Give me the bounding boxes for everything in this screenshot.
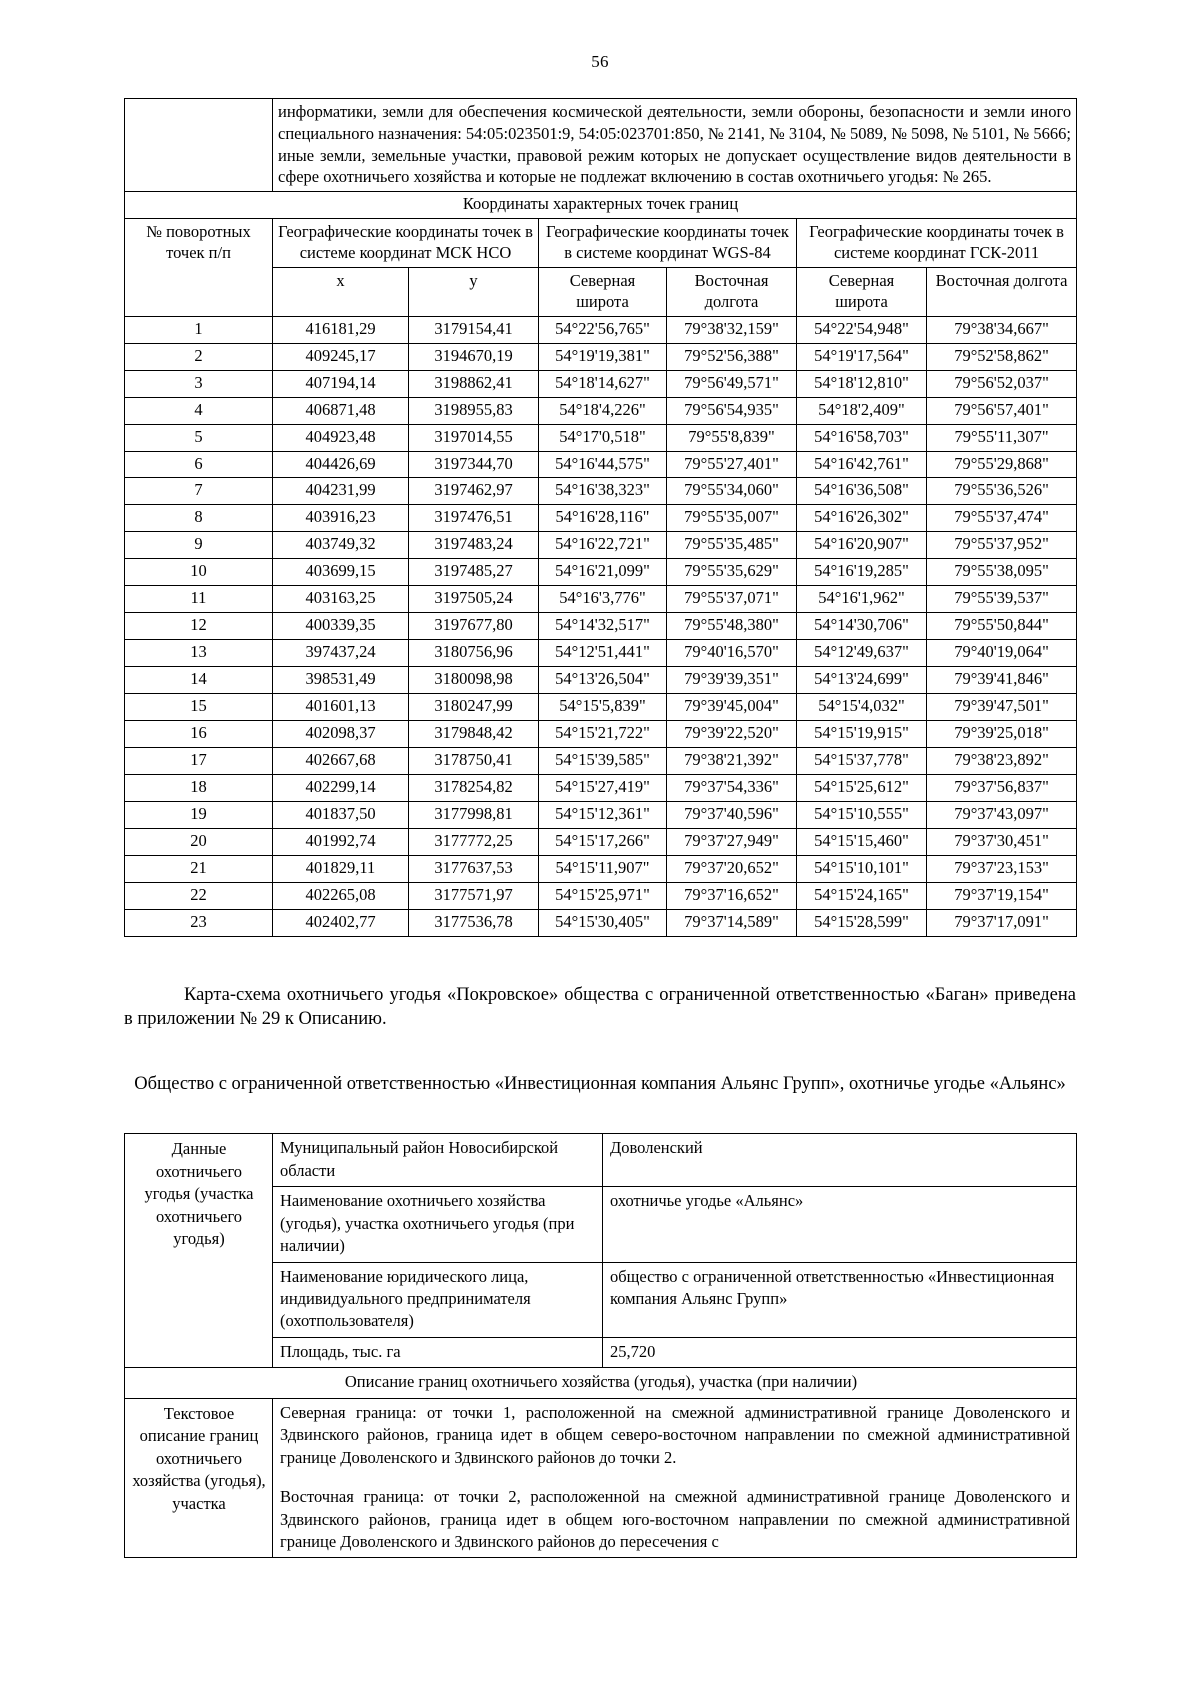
boundary-paragraph-east: Восточная граница: от точки 2, расположенной на смежной административной границе Доволенского и Здвинского районов, граница идет в общем юго-восточном направлении по смежной административной границе Доволенского и Здвинского районов до пересечения с [280,1487,1070,1551]
cell-wgs-north: 54°15'21,722" [539,721,667,748]
table-row [125,909,1077,936]
cell-wgs-north: 54°16'28,116" [539,505,667,532]
cell-point-number: 17 [125,748,273,775]
cell-wgs-east: 79°38'21,392" [667,748,797,775]
cell-gsk-north: 54°18'12,810" [797,370,927,397]
table-row [125,478,1077,505]
info-label-2: Наименование юридического лица, индивидуального предпринимателя (охотпользователя) [273,1262,603,1337]
cell-gsk-east: 79°55'37,474" [927,505,1077,532]
cell-wgs-north: 54°15'30,405" [539,909,667,936]
cell-msk-y: 3197344,70 [409,451,539,478]
cell-msk-x: 404923,48 [273,424,409,451]
cell-gsk-north: 54°15'28,599" [797,909,927,936]
cell-msk-y: 3179154,41 [409,316,539,343]
info-value-0: Доволенский [603,1134,1077,1187]
cell-gsk-east: 79°55'38,095" [927,559,1077,586]
cell-msk-x: 398531,49 [273,667,409,694]
cell-msk-y: 3177637,53 [409,855,539,882]
cell-gsk-east: 79°55'39,537" [927,586,1077,613]
table-row [125,613,1077,640]
cell-gsk-east: 79°37'17,091" [927,909,1077,936]
cell-gsk-north: 54°16'36,508" [797,478,927,505]
cell-wgs-east: 79°37'14,589" [667,909,797,936]
cell-wgs-east: 79°37'40,596" [667,801,797,828]
cell-msk-y: 3177536,78 [409,909,539,936]
cell-msk-y: 3197505,24 [409,586,539,613]
cell-msk-x: 403749,32 [273,532,409,559]
cell-wgs-east: 79°55'35,007" [667,505,797,532]
cell-msk-x: 397437,24 [273,640,409,667]
cell-gsk-north: 54°18'2,409" [797,397,927,424]
cell-gsk-north: 54°16'26,302" [797,505,927,532]
cell-point-number: 7 [125,478,273,505]
table-row [125,774,1077,801]
cell-gsk-north: 54°15'4,032" [797,694,927,721]
cell-point-number: 4 [125,397,273,424]
cell-msk-y: 3177772,25 [409,828,539,855]
cell-wgs-north: 54°16'44,575" [539,451,667,478]
cell-gsk-north: 54°15'19,915" [797,721,927,748]
table-row [125,694,1077,721]
info-value-2: общество с ограниченной ответственностью «Инвестиционная компания Альянс Групп» [603,1262,1077,1337]
cell-gsk-north: 54°15'15,460" [797,828,927,855]
intro-row [125,99,1077,192]
cell-point-number: 6 [125,451,273,478]
cell-wgs-north: 54°15'39,585" [539,748,667,775]
cell-msk-y: 3179848,42 [409,721,539,748]
table-row [125,424,1077,451]
cell-gsk-east: 79°52'58,862" [927,343,1077,370]
col-header-gsk-group: Географические координаты точек в системе координат ГСК-2011 [797,219,1077,268]
cell-point-number: 11 [125,586,273,613]
cell-point-number: 14 [125,667,273,694]
coord-group-header-row [125,219,1077,268]
cell-gsk-east: 79°40'19,064" [927,640,1077,667]
cell-msk-x: 403916,23 [273,505,409,532]
cell-gsk-east: 79°37'56,837" [927,774,1077,801]
cell-msk-y: 3197462,97 [409,478,539,505]
cell-wgs-north: 54°18'14,627" [539,370,667,397]
col-header-point-number: № поворотных точек п/п [125,219,273,317]
cell-msk-x: 406871,48 [273,397,409,424]
boundary-description-cell [273,1398,1077,1558]
cell-msk-y: 3180756,96 [409,640,539,667]
table-row [125,855,1077,882]
cell-wgs-east: 79°39'39,351" [667,667,797,694]
cell-msk-y: 3198955,83 [409,397,539,424]
cell-wgs-north: 54°17'0,518" [539,424,667,451]
cell-msk-y: 3197014,55 [409,424,539,451]
coord-caption-row [125,192,1077,219]
cell-wgs-east: 79°37'16,652" [667,882,797,909]
cell-point-number: 10 [125,559,273,586]
cell-msk-y: 3197677,80 [409,613,539,640]
cell-wgs-north: 54°16'21,099" [539,559,667,586]
hunting-ground-info-table [124,1133,1077,1558]
table-row [125,532,1077,559]
col-header-gsk-north: Северная широта [797,267,927,316]
cell-point-number: 2 [125,343,273,370]
cell-point-number: 22 [125,882,273,909]
cell-wgs-east: 79°37'54,336" [667,774,797,801]
cell-wgs-east: 79°55'35,485" [667,532,797,559]
cell-gsk-north: 54°13'24,699" [797,667,927,694]
cell-msk-y: 3194670,19 [409,343,539,370]
cell-wgs-north: 54°13'26,504" [539,667,667,694]
cell-point-number: 16 [125,721,273,748]
cell-gsk-north: 54°16'20,907" [797,532,927,559]
cell-gsk-north: 54°15'24,165" [797,882,927,909]
spacer-before-heading [124,1032,1076,1072]
cell-gsk-east: 79°38'23,892" [927,748,1077,775]
spacer-before-info-table [124,1097,1076,1133]
table-row [125,343,1077,370]
table-row [125,586,1077,613]
cell-msk-x: 404231,99 [273,478,409,505]
cell-msk-y: 3177571,97 [409,882,539,909]
cell-gsk-east: 79°39'41,846" [927,667,1077,694]
info-label-3: Площадь, тыс. га [273,1337,603,1367]
cell-gsk-east: 79°37'43,097" [927,801,1077,828]
cell-wgs-east: 79°55'8,839" [667,424,797,451]
table-row [125,667,1077,694]
cell-msk-x: 403699,15 [273,559,409,586]
cell-gsk-east: 79°56'52,037" [927,370,1077,397]
spacer-after-coord-table [124,937,1076,983]
cell-wgs-north: 54°19'19,381" [539,343,667,370]
cell-msk-y: 3178750,41 [409,748,539,775]
cell-gsk-north: 54°15'37,778" [797,748,927,775]
cell-msk-y: 3197483,24 [409,532,539,559]
cell-gsk-north: 54°16'58,703" [797,424,927,451]
cell-msk-x: 416181,29 [273,316,409,343]
cell-wgs-east: 79°38'32,159" [667,316,797,343]
cell-point-number: 1 [125,316,273,343]
info-value-3: 25,720 [603,1337,1077,1367]
cell-wgs-east: 79°55'35,629" [667,559,797,586]
cell-wgs-north: 54°15'25,971" [539,882,667,909]
cell-wgs-east: 79°40'16,570" [667,640,797,667]
cell-msk-x: 401601,13 [273,694,409,721]
cell-gsk-north: 54°12'49,637" [797,640,927,667]
cell-wgs-east: 79°52'56,388" [667,343,797,370]
cell-msk-x: 402667,68 [273,748,409,775]
col-header-msk-x: x [273,267,409,316]
cell-gsk-north: 54°16'19,285" [797,559,927,586]
cell-point-number: 15 [125,694,273,721]
intro-text-cell [273,99,1077,192]
cell-point-number: 23 [125,909,273,936]
cell-gsk-east: 79°55'37,952" [927,532,1077,559]
cell-gsk-north: 54°22'54,948" [797,316,927,343]
cell-msk-y: 3177998,81 [409,801,539,828]
cell-gsk-east: 79°55'29,868" [927,451,1077,478]
cell-msk-x: 402265,08 [273,882,409,909]
cell-wgs-east: 79°55'37,071" [667,586,797,613]
info-side-label: Данные охотничьего угодья (участка охотничьего угодья) [125,1134,273,1368]
cell-wgs-north: 54°12'51,441" [539,640,667,667]
boundary-side-label: Текстовое описание границ охотничьего хозяйства (угодья), участка [125,1398,273,1558]
cell-wgs-east: 79°55'27,401" [667,451,797,478]
cell-point-number: 12 [125,613,273,640]
cell-msk-x: 402098,37 [273,721,409,748]
info-section-caption-row [125,1368,1077,1398]
cell-wgs-north: 54°15'27,419" [539,774,667,801]
cell-wgs-north: 54°22'56,765" [539,316,667,343]
cell-gsk-east: 79°56'57,401" [927,397,1077,424]
info-row [125,1134,1077,1187]
cell-gsk-north: 54°19'17,564" [797,343,927,370]
table-row [125,640,1077,667]
cell-point-number: 5 [125,424,273,451]
cell-wgs-north: 54°15'17,266" [539,828,667,855]
cell-wgs-east: 79°56'49,571" [667,370,797,397]
cell-msk-y: 3180247,99 [409,694,539,721]
cell-gsk-east: 79°37'30,451" [927,828,1077,855]
col-header-wgs-north: Северная широта [539,267,667,316]
cell-wgs-east: 79°56'54,935" [667,397,797,424]
intro-paragraph-1: информатики, земли для обеспечения космической деятельности, земли обороны, безопасности и земли иного специального назначения: 54:05:023501:9, 54:05:023701:850, № 2141, № 3104, № 5089, № 5098, № 5101, № 5666; [278,102,1072,143]
cell-gsk-east: 79°55'36,526" [927,478,1077,505]
cell-msk-x: 404426,69 [273,451,409,478]
col-header-msk-group: Географические координаты точек в системе координат МСК НСО [273,219,539,268]
coordinates-table [124,98,1077,937]
cell-msk-y: 3198862,41 [409,370,539,397]
cell-gsk-north: 54°15'10,555" [797,801,927,828]
cell-gsk-east: 79°37'19,154" [927,882,1077,909]
intro-empty-cell [125,99,273,192]
info-label-1: Наименование охотничьего хозяйства (угодья), участка охотничьего угодья (при наличии) [273,1187,603,1262]
cell-gsk-north: 54°16'42,761" [797,451,927,478]
cell-gsk-north: 54°16'1,962" [797,586,927,613]
info-value-1: охотничье угодье «Альянс» [603,1187,1077,1262]
cell-point-number: 19 [125,801,273,828]
cell-wgs-north: 54°15'12,361" [539,801,667,828]
cell-msk-x: 402402,77 [273,909,409,936]
cell-point-number: 9 [125,532,273,559]
cell-point-number: 13 [125,640,273,667]
cell-gsk-north: 54°14'30,706" [797,613,927,640]
table-row [125,316,1077,343]
cell-msk-y: 3197485,27 [409,559,539,586]
table-row [125,721,1077,748]
cell-wgs-north: 54°16'38,323" [539,478,667,505]
cell-wgs-east: 79°39'45,004" [667,694,797,721]
coord-caption: Координаты характерных точек границ [125,192,1077,219]
cell-msk-x: 409245,17 [273,343,409,370]
col-header-wgs-east: Восточная долгота [667,267,797,316]
cell-msk-x: 401837,50 [273,801,409,828]
cell-gsk-north: 54°15'25,612" [797,774,927,801]
col-header-wgs-group: Географические координаты точек в системе координат WGS-84 [539,219,797,268]
cell-wgs-east: 79°55'34,060" [667,478,797,505]
cell-wgs-east: 79°37'27,949" [667,828,797,855]
table-row [125,748,1077,775]
cell-wgs-north: 54°14'32,517" [539,613,667,640]
cell-msk-x: 401992,74 [273,828,409,855]
boundary-paragraph-north: Северная граница: от точки 1, расположенной на смежной административной границе Доволенского и Здвинского районов, граница идет в общем северо-восточном направлении по смежной административной границе Доволенского и Здвинского районов до точки 2. [280,1402,1070,1467]
cell-wgs-north: 54°16'3,776" [539,586,667,613]
table-row [125,559,1077,586]
cell-wgs-north: 54°18'4,226" [539,397,667,424]
cell-msk-y: 3178254,82 [409,774,539,801]
map-scheme-paragraph: Карта-схема охотничьего угодья «Покровское» общества с ограниченной ответственностью «Баган» приведена в приложении № 29 к Описанию. [124,984,1076,1030]
page-content [124,98,1076,1558]
cell-point-number: 21 [125,855,273,882]
cell-gsk-north: 54°15'10,101" [797,855,927,882]
cell-gsk-east: 79°55'50,844" [927,613,1077,640]
intro-paragraph-2: иные земли, земельные участки, правовой режим которых не допускает осуществление видов деятельности в сфере охотничьего хозяйства и которые не подлежат включению в состав охотничьего угодья: № 265. [278,145,1072,187]
table-row [125,451,1077,478]
cell-wgs-east: 79°39'22,520" [667,721,797,748]
cell-gsk-east: 79°55'11,307" [927,424,1077,451]
cell-wgs-north: 54°15'11,907" [539,855,667,882]
cell-wgs-east: 79°55'48,380" [667,613,797,640]
page-number: 56 [591,52,609,71]
table-row [125,505,1077,532]
cell-msk-x: 403163,25 [273,586,409,613]
table-row [125,801,1077,828]
cell-gsk-east: 79°37'23,153" [927,855,1077,882]
cell-gsk-east: 79°39'25,018" [927,721,1077,748]
cell-gsk-east: 79°39'47,501" [927,694,1077,721]
info-section-caption: Описание границ охотничьего хозяйства (угодья), участка (при наличии) [125,1368,1077,1398]
table-row [125,882,1077,909]
cell-msk-x: 401829,11 [273,855,409,882]
cell-wgs-north: 54°16'22,721" [539,532,667,559]
cell-point-number: 18 [125,774,273,801]
cell-point-number: 3 [125,370,273,397]
cell-point-number: 8 [125,505,273,532]
coordinates-table-body [125,316,1077,936]
cell-point-number: 20 [125,828,273,855]
cell-msk-y: 3197476,51 [409,505,539,532]
cell-gsk-east: 79°38'34,667" [927,316,1077,343]
info-label-0: Муниципальный район Новосибирской области [273,1134,603,1187]
cell-wgs-east: 79°37'20,652" [667,855,797,882]
cell-msk-y: 3180098,98 [409,667,539,694]
boundary-description-row [125,1398,1077,1558]
col-header-msk-y: y [409,267,539,316]
table-row [125,397,1077,424]
section-heading: Общество с ограниченной ответственностью «Инвестиционная компания Альянс Групп», охотничье угодье «Альянс» [134,1073,1066,1094]
cell-msk-x: 407194,14 [273,370,409,397]
cell-msk-x: 400339,35 [273,613,409,640]
col-header-gsk-east: Восточная долгота [927,267,1077,316]
table-row [125,370,1077,397]
cell-wgs-north: 54°15'5,839" [539,694,667,721]
table-row [125,828,1077,855]
cell-msk-x: 402299,14 [273,774,409,801]
